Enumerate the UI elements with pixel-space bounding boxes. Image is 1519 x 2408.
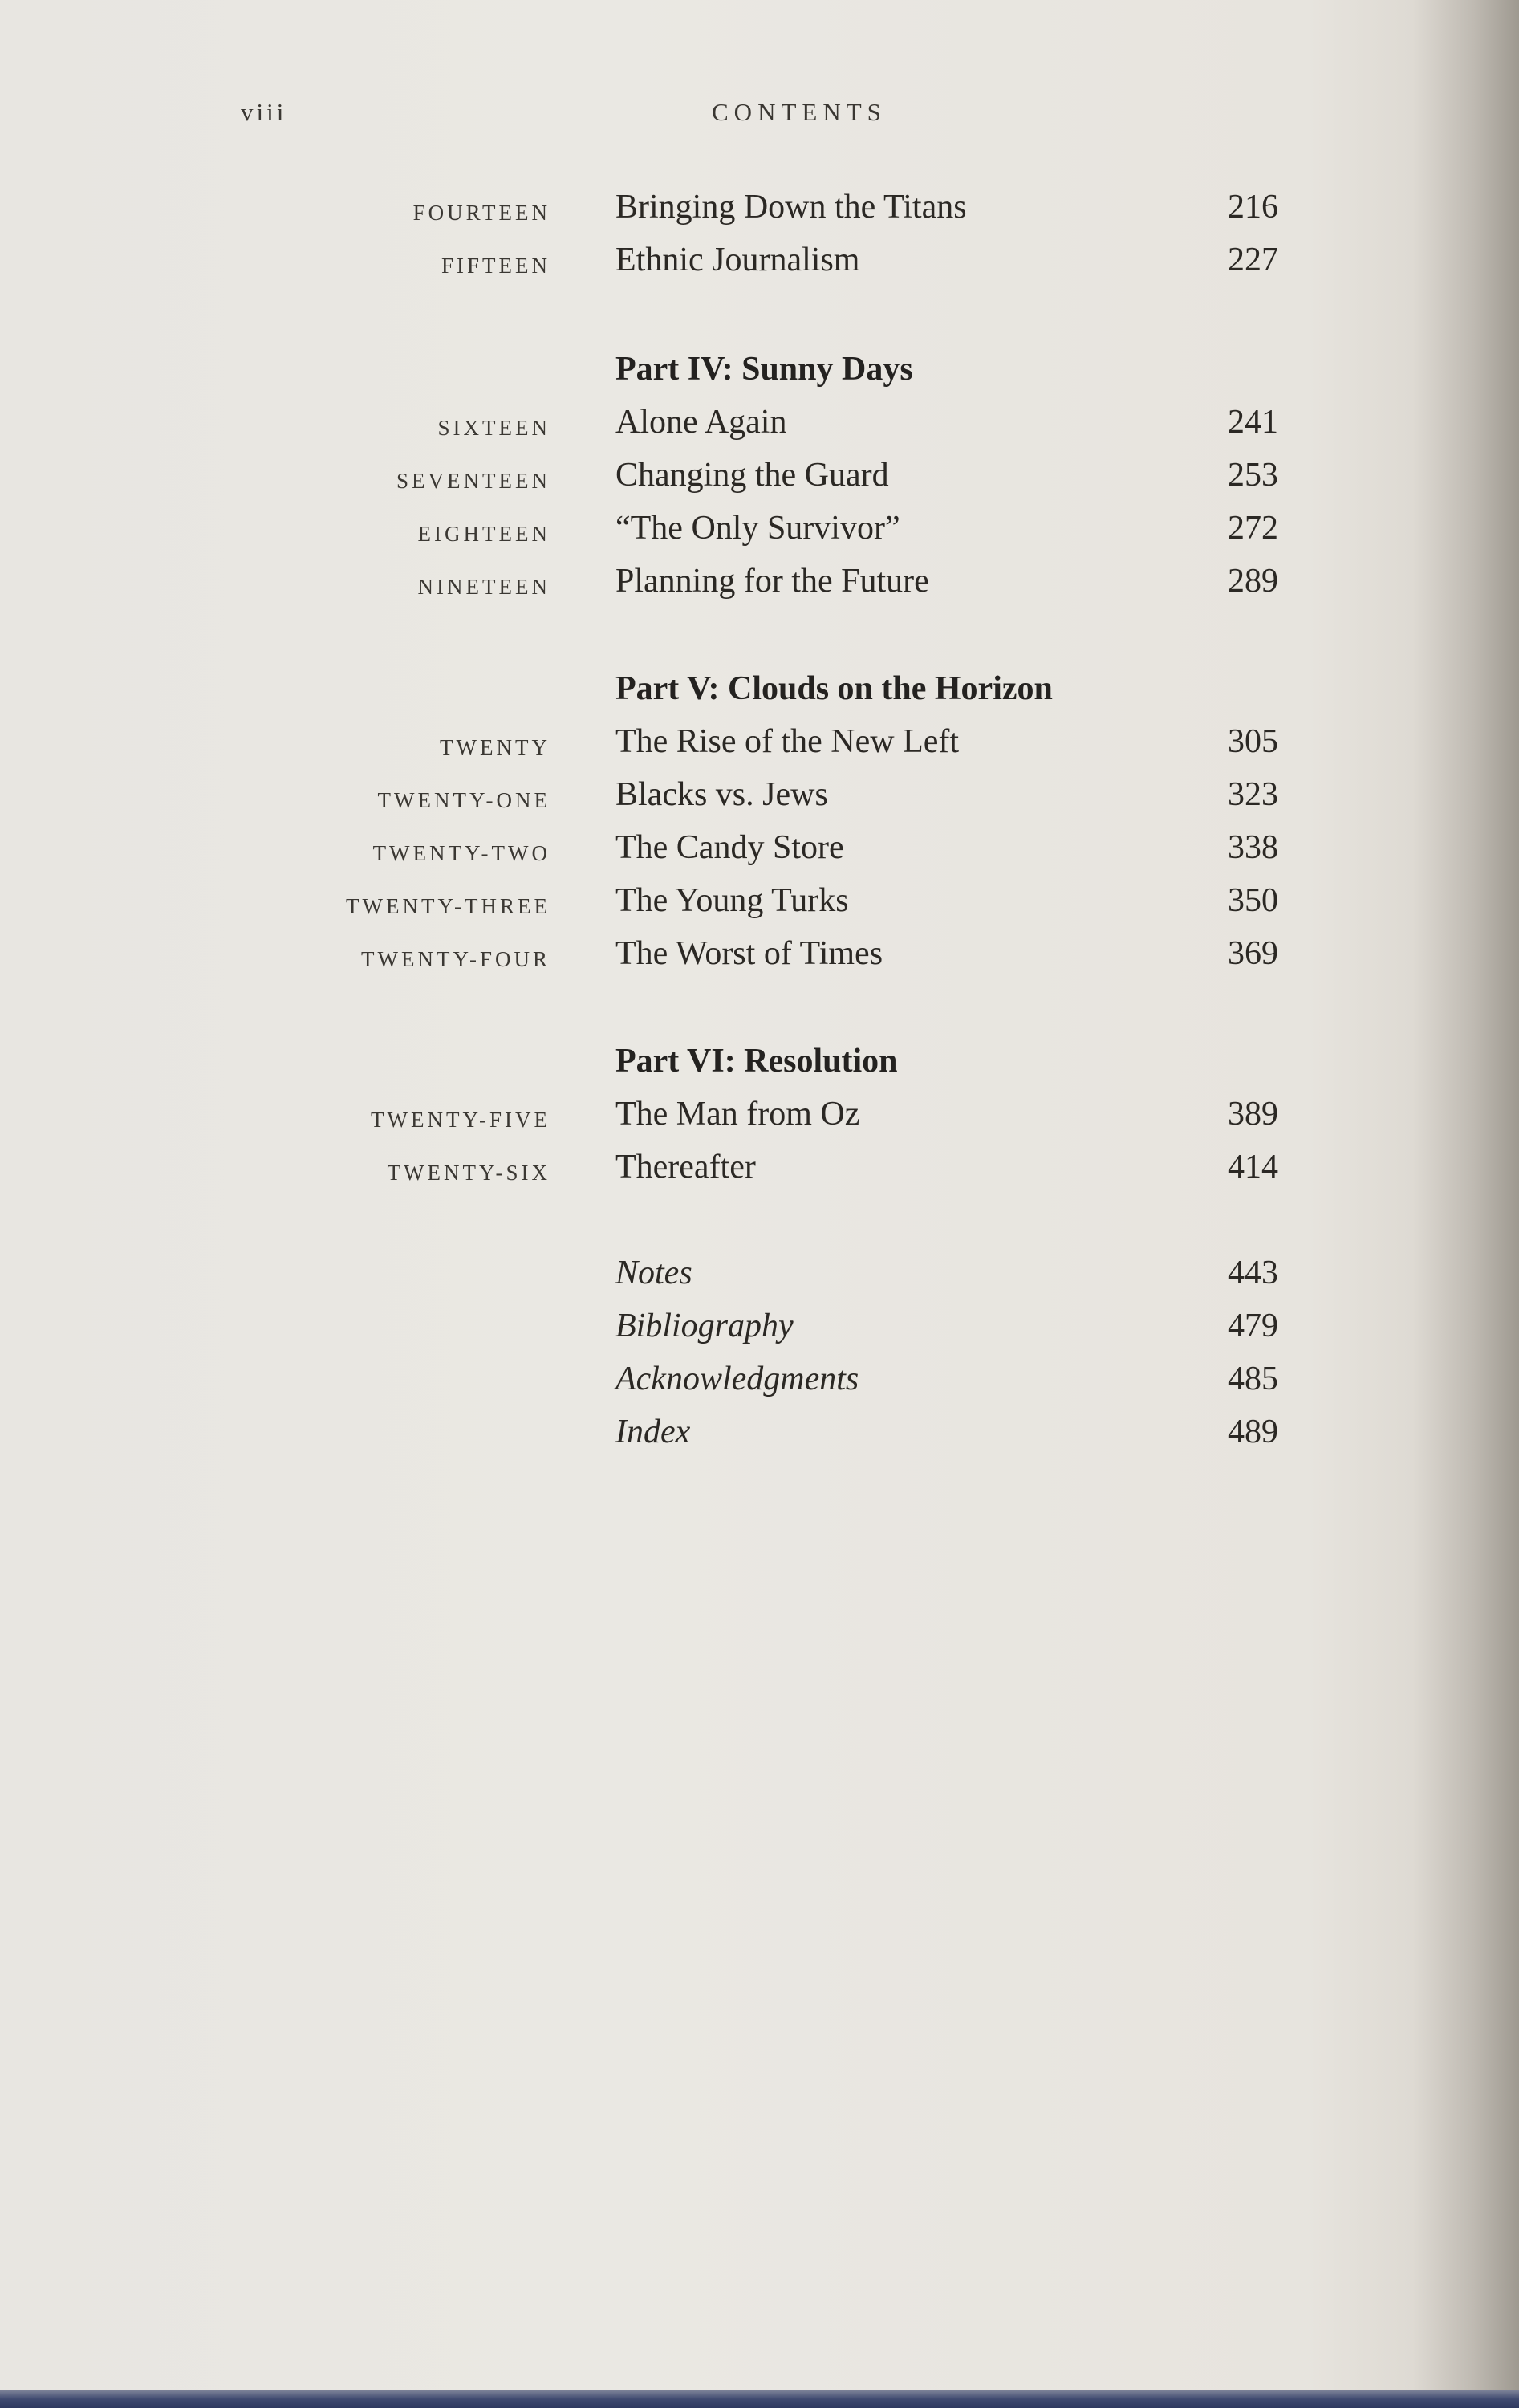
chapter-title: Thereafter (615, 1149, 756, 1186)
page-number: 389 (1228, 1096, 1278, 1133)
page-number: 323 (1228, 776, 1278, 813)
chapter-title: Bringing Down the Titans (615, 189, 967, 226)
chapter-number: SIXTEEN (437, 416, 550, 440)
toc-chapter-row (0, 772, 1519, 825)
page-number: 253 (1228, 457, 1278, 494)
chapter-number: TWENTY-TWO (372, 841, 550, 865)
part-heading: Part VI: Resolution (615, 1043, 898, 1080)
page-number: 272 (1228, 510, 1278, 547)
chapter-title: The Rise of the New Left (615, 723, 960, 760)
toc-chapter-row (0, 506, 1519, 559)
toc-chapter-row (0, 878, 1519, 931)
page-number: 241 (1228, 404, 1278, 441)
toc-chapter-row (0, 238, 1519, 291)
chapter-number: FIFTEEN (441, 254, 550, 278)
toc-backmatter-row (0, 1304, 1519, 1357)
chapter-number: TWENTY-THREE (346, 894, 550, 918)
chapter-number: TWENTY (440, 735, 550, 759)
chapter-title: Changing the Guard (615, 457, 889, 494)
page-number: 485 (1228, 1361, 1278, 1397)
toc-chapter-row (0, 400, 1519, 453)
page-number: 338 (1228, 829, 1278, 866)
cover-edge (0, 2390, 1519, 2408)
chapter-number: TWENTY-FOUR (361, 947, 550, 971)
chapter-number: FOURTEEN (412, 201, 550, 225)
chapter-title: Ethnic Journalism (615, 242, 860, 279)
part-heading: Part V: Clouds on the Horizon (615, 670, 1053, 707)
page-number: 489 (1228, 1413, 1278, 1450)
toc-chapter-row (0, 453, 1519, 506)
chapter-title: The Candy Store (615, 829, 844, 866)
chapter-number: NINETEEN (417, 575, 550, 599)
page-number: 305 (1228, 723, 1278, 760)
chapter-title: Planning for the Future (615, 563, 929, 600)
toc-chapter-row (0, 185, 1519, 238)
running-header: CONTENTS (712, 98, 887, 126)
chapter-number: EIGHTEEN (417, 522, 550, 546)
chapter-title: Bibliography (615, 1308, 794, 1344)
page-number: 289 (1228, 563, 1278, 600)
page-number: 369 (1228, 935, 1278, 972)
page-number: 443 (1228, 1255, 1278, 1291)
page-number: 350 (1228, 882, 1278, 919)
toc-chapter-row (0, 1092, 1519, 1145)
page-number: 216 (1228, 189, 1278, 226)
page-number: 479 (1228, 1308, 1278, 1344)
page-number: 227 (1228, 242, 1278, 279)
toc-chapter-row (0, 719, 1519, 772)
chapter-title: The Man from Oz (615, 1096, 860, 1133)
chapter-title: Notes (615, 1255, 692, 1291)
toc-backmatter-row (0, 1251, 1519, 1304)
toc-chapter-row (0, 931, 1519, 984)
toc-chapter-row (0, 825, 1519, 878)
chapter-title: The Young Turks (615, 882, 849, 919)
toc-chapter-row (0, 559, 1519, 612)
chapter-number: SEVENTEEN (396, 469, 550, 493)
toc-chapter-row (0, 1145, 1519, 1198)
chapter-title: Index (615, 1413, 691, 1450)
chapter-number: TWENTY-ONE (377, 788, 550, 812)
toc-backmatter-row (0, 1409, 1519, 1462)
part-heading: Part IV: Sunny Days (615, 351, 913, 388)
chapter-title: Acknowledgments (615, 1361, 859, 1397)
chapter-title: “The Only Survivor” (615, 510, 900, 547)
chapter-title: Alone Again (615, 404, 787, 441)
page-number: 414 (1228, 1149, 1278, 1186)
chapter-title: Blacks vs. Jews (615, 776, 828, 813)
page-folio: viii (241, 98, 287, 126)
chapter-number: TWENTY-SIX (387, 1161, 550, 1185)
toc-backmatter-row (0, 1357, 1519, 1409)
chapter-title: The Worst of Times (615, 935, 883, 972)
chapter-number: TWENTY-FIVE (371, 1108, 550, 1132)
